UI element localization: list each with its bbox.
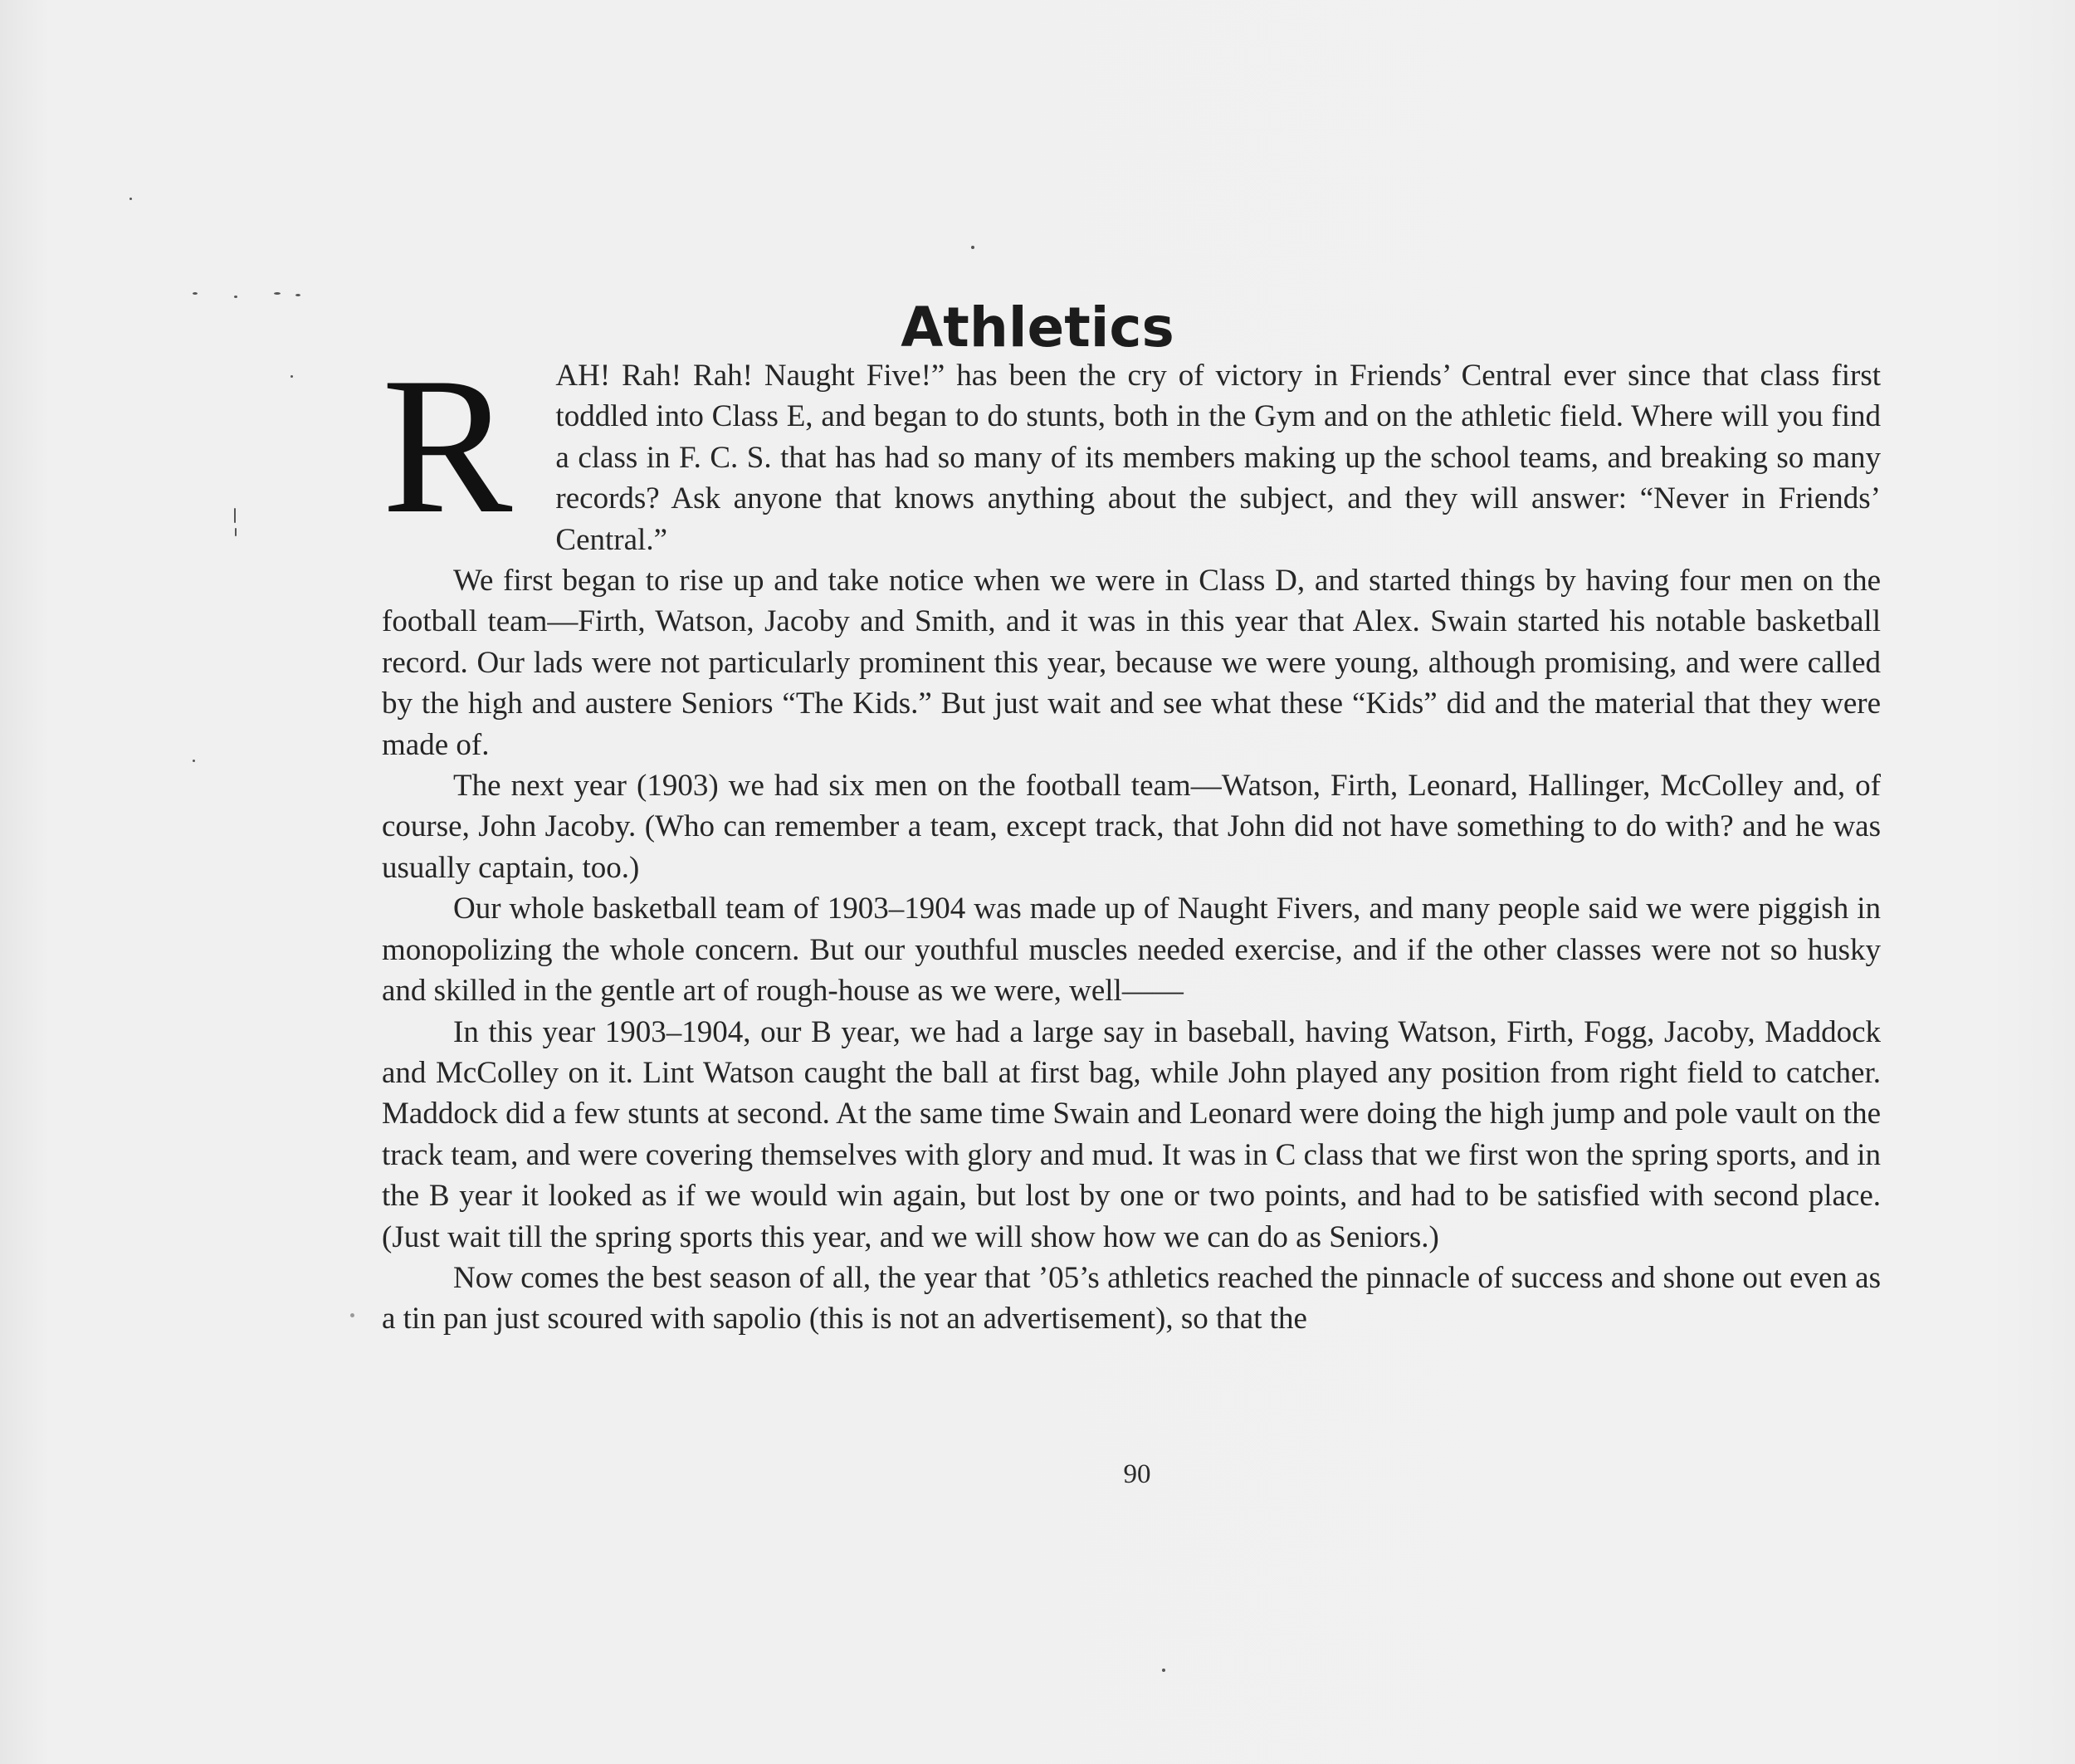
scan-speck bbox=[235, 528, 237, 536]
scan-speck bbox=[1162, 1669, 1165, 1672]
article-body bbox=[382, 338, 1881, 1340]
scan-speck bbox=[274, 292, 281, 295]
paragraph: Our whole basketball team of 1903–1904 was made up of Naught Fivers, and many people said we were piggish in monopolizing the whole concern. But our youthful muscles needed exercise, and if the other classes were not so husky and skilled in the gentle art of rough-house as we were, well—— bbox=[382, 892, 1881, 1009]
paragraph: In this year 1903–1904, our B year, we had a large say in baseball, having Watson, Firth, Fogg, Jacoby, Maddock and McColley on it. Lint Watson caught the ball at first bag, while John played any position from right field to catcher. Maddock did a few stunts at second. At the same time Swain and Leonard were doing the high jump and pole vault on the track team, and were covering themselves with glory and mud. It was in C class that we first won the spring sports, and in the B year it looked as if we would win again, but lost by one or two points, and had to be satisfied with second place. (Just wait till the spring sports this year, and we will show how we can do as Seniors.) bbox=[382, 1014, 1881, 1254]
scan-speck bbox=[234, 296, 237, 298]
opening-paragraph bbox=[382, 338, 1881, 560]
scan-speck bbox=[295, 294, 300, 296]
scan-speck bbox=[129, 198, 132, 200]
scan-speck bbox=[234, 508, 236, 523]
scan-speck bbox=[290, 375, 293, 378]
scan-speck bbox=[193, 292, 198, 295]
scan-speck bbox=[971, 246, 974, 249]
opening-text: AH! Rah! Rah! Naught Five!” has been the cry of victory in Friends’ Central ever since that class first toddled into Class E, and began to do stunts, both in the Gym and on the athletic field. Where will you find a class in F. C. S. that has had so many of its members making up the school teams, and breaking so many records? Ask anyone that knows anything about the subject, and they will answer: “Never in Friends’ Central.” bbox=[555, 359, 1881, 557]
paragraph: Now comes the best season of all, the year that ’05’s athletics reached the pinnacle of success and shone out even as a tin pan just scoured with sapolio (this is not an advertisement), so that the bbox=[382, 1260, 1881, 1336]
page-number: 90 bbox=[1123, 1459, 1151, 1489]
scan-speck bbox=[350, 1313, 354, 1317]
paragraph: The next year (1903) we had six men on the football team—Watson, Firth, Leonard, Hallinger, McColley and, of course, John Jacoby. (Who can remember a team, except track, that John did not have something to do with? and he was usually captain, too.) bbox=[382, 769, 1881, 885]
page-title: Athletics bbox=[901, 296, 1174, 360]
drop-cap: R bbox=[382, 338, 513, 555]
paragraph: We first began to rise up and take notice when we were in Class D, and started things by having four men on the football team—Firth, Watson, Jacoby and Smith, and it was in this year that Alex. Swain started his notable basketball record. Our lads were not particularly prominent this year, because we were young, although promising, and were called by the high and austere Seniors “The Kids.” But just wait and see what these “Kids” did and the material that they were made of. bbox=[382, 564, 1881, 762]
scan-speck bbox=[193, 760, 195, 762]
